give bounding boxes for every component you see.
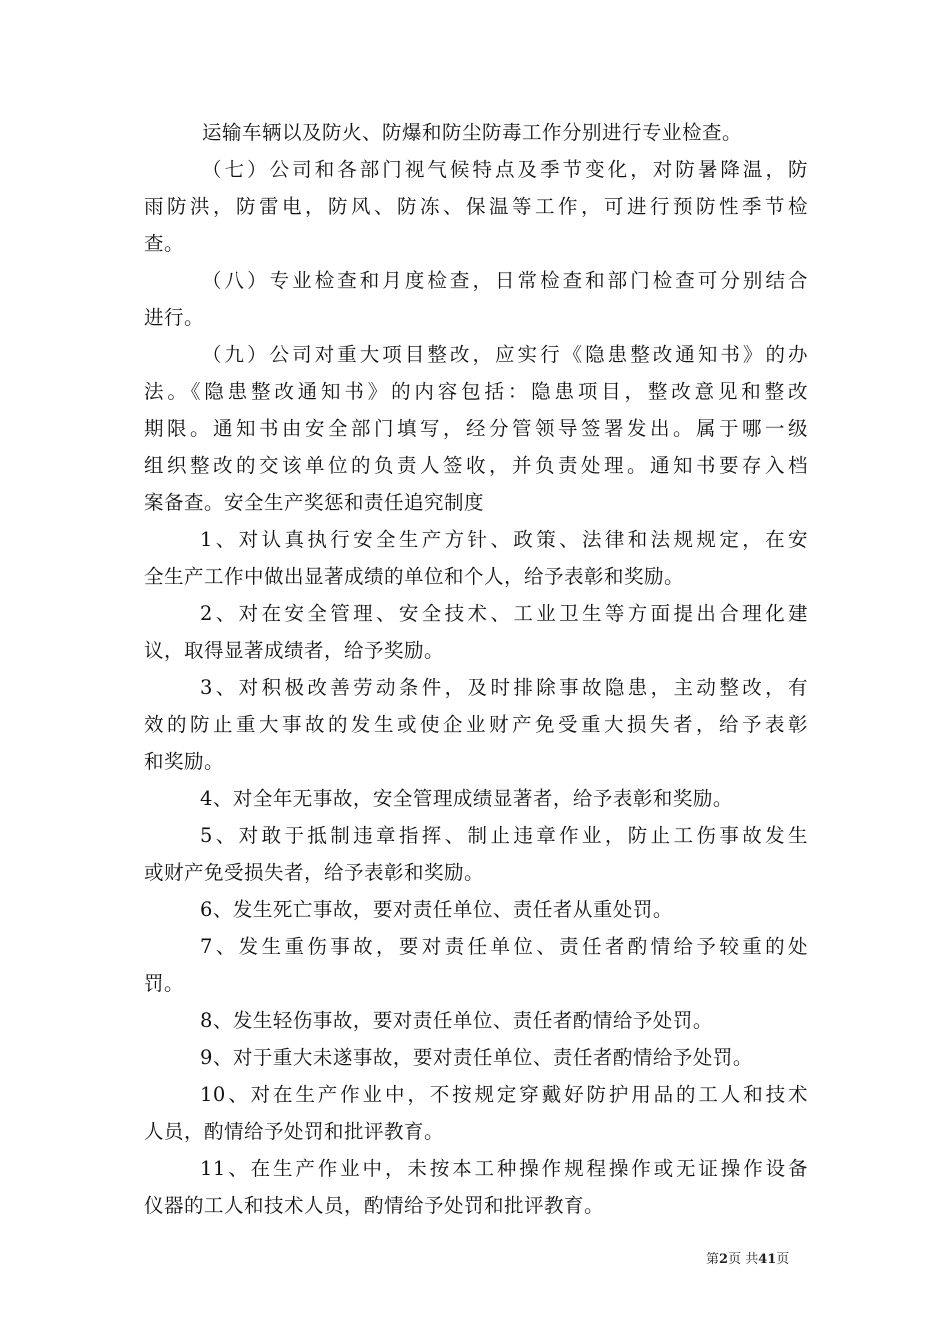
text-line: 法。《隐患整改通知书》的内容包括：隐患项目，整改意见和整改 bbox=[144, 380, 808, 403]
text-line: 11、在生产作业中，未按本工种操作规程操作或无证操作设备 bbox=[200, 1157, 808, 1180]
text-line: （九）公司对重大项目整改，应实行《隐患整改通知书》的办 bbox=[202, 343, 808, 366]
text-line: 8、发生轻伤事故，要对责任单位、责任者酌情给予处罚。 bbox=[200, 1009, 713, 1032]
text-line: 或财产免受损失者，给予表彰和奖励。 bbox=[144, 861, 485, 884]
text-line: 7、发生重伤事故，要对责任单位、责任者酌情给予较重的处 bbox=[200, 935, 808, 958]
text-line: 5、对敢于抵制违章指挥、制止违章作业，防止工伤事故发生 bbox=[200, 824, 808, 847]
text-line: 和奖励。 bbox=[144, 750, 225, 773]
text-line: 罚。 bbox=[144, 972, 185, 995]
page-number bbox=[706, 1252, 789, 1268]
text-line: 3、对积极改善劳动条件，及时排除事故隐患，主动整改，有 bbox=[200, 676, 808, 699]
text-line: 6、发生死亡事故，要对责任单位、责任者从重处罚。 bbox=[200, 898, 673, 921]
text-line: 仪器的工人和技术人员，酌情给予处罚和批评教育。 bbox=[144, 1194, 605, 1217]
current-page: 2 bbox=[719, 1252, 729, 1267]
text-line: 案备查。安全生产奖惩和责任追究制度 bbox=[144, 491, 485, 514]
text-line: 2、对在安全管理、安全技术、工业卫生等方面提出合理化建 bbox=[200, 602, 808, 625]
text-line: 效的防止重大事故的发生或使企业财产免受重大损失者，给予表彰 bbox=[144, 713, 808, 736]
text-line: 4、对全年无事故，安全管理成绩显著者，给予表彰和奖励。 bbox=[200, 787, 733, 810]
text-line: 全生产工作中做出显著成绩的单位和个人，给予表彰和奖励。 bbox=[144, 565, 685, 588]
text-line: 人员，酌情给予处罚和批评教育。 bbox=[144, 1120, 445, 1143]
text-line: （八）专业检查和月度检查，日常检查和部门检查可分别结合 bbox=[202, 269, 808, 292]
text-line: 9、对于重大未遂事故，要对责任单位、责任者酌情给予处罚。 bbox=[200, 1046, 753, 1069]
text-line: 1、对认真执行安全生产方针、政策、法律和法规规定，在安 bbox=[200, 528, 808, 551]
text-line: 期限。通知书由安全部门填写，经分管领导签署发出。属于哪一级 bbox=[144, 417, 808, 440]
text-line: 组织整改的交该单位的负责人签收，并负责处理。通知书要存入档 bbox=[144, 454, 808, 477]
text-line: 议，取得显著成绩者，给予奖励。 bbox=[144, 639, 445, 662]
document-body bbox=[144, 114, 808, 1224]
page-number-prefix: 第 bbox=[706, 1252, 720, 1267]
text-line: （七）公司和各部门视气候特点及季节变化，对防暑降温，防 bbox=[202, 158, 808, 181]
page-number-suffix: 页 bbox=[776, 1252, 790, 1267]
total-pages: 41 bbox=[758, 1252, 777, 1267]
text-line: 运输车辆以及防火、防爆和防尘防毒工作分别进行专业检查。 bbox=[202, 121, 743, 144]
text-line: 雨防洪，防雷电，防风、防冻、保温等工作，可进行预防性季节检 bbox=[144, 195, 808, 218]
text-line: 10、对在生产作业中，不按规定穿戴好防护用品的工人和技术 bbox=[200, 1083, 808, 1106]
text-line: 查。 bbox=[144, 232, 185, 255]
page-number-middle: 页 共 bbox=[728, 1252, 759, 1267]
text-line: 进行。 bbox=[144, 306, 205, 329]
